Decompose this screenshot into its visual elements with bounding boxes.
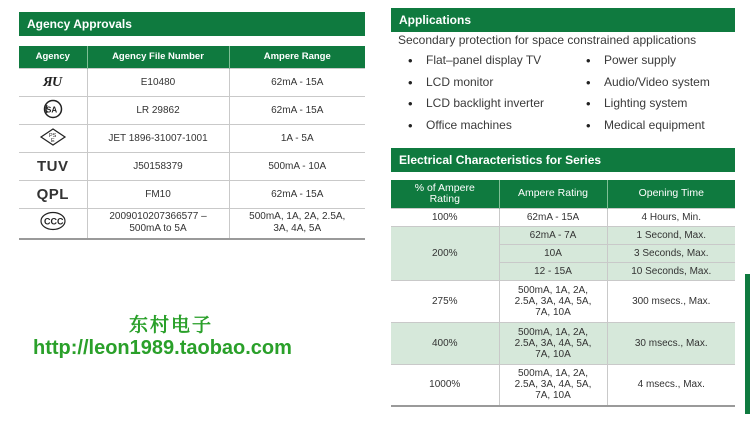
table-row [19, 152, 365, 180]
svg-text:PS: PS [48, 132, 57, 139]
list-item: • Flat–panel display TV [404, 50, 544, 72]
file-number: J50158379 [87, 152, 229, 180]
watermark-url: http://leon1989.taobao.com [33, 337, 292, 359]
list-item: • Power supply [582, 50, 710, 72]
ccc-icon [19, 208, 87, 239]
percent-cell: 100% [391, 208, 499, 226]
svg-text:U: U [51, 74, 62, 89]
csa-icon [19, 96, 87, 124]
opening-time-cell: 4 msecs., Max. [607, 364, 735, 406]
table-row [391, 322, 735, 364]
applications-list-left [404, 50, 544, 136]
table-row [19, 68, 365, 96]
ampere-range: 62mA - 15A [229, 96, 365, 124]
col-opening-time: Opening Time [607, 180, 735, 208]
agency-approvals-table [19, 46, 365, 240]
table-row [19, 96, 365, 124]
list-item: • Audio/Video system [582, 72, 710, 94]
opening-time-cell: 30 msecs., Max. [607, 322, 735, 364]
applications-header: Applications [391, 8, 735, 32]
col-ampere-range: Ampere Range [229, 46, 365, 68]
svg-text:SA: SA [45, 105, 57, 114]
percent-cell: 275% [391, 280, 499, 322]
ampere-cell: 10A [499, 244, 607, 262]
edge-accent-bar [745, 274, 750, 414]
table-row [19, 208, 365, 239]
agency-approvals-header: Agency Approvals [19, 12, 365, 36]
table-row [391, 208, 735, 226]
table-row [391, 280, 735, 322]
agency-name: QPL [19, 180, 87, 208]
col-agency: Agency [19, 46, 87, 68]
table-row [391, 364, 735, 406]
pse-icon [19, 124, 87, 152]
applications-list-right [582, 50, 710, 136]
ampere-range: 62mA - 15A [229, 180, 365, 208]
list-item: • Medical equipment [582, 115, 710, 137]
col-file-number: Agency File Number [87, 46, 229, 68]
table-row [19, 124, 365, 152]
ampere-cell: 62mA - 15A [499, 208, 607, 226]
agency-name: TUV [19, 152, 87, 180]
svg-text:Я: Я [42, 74, 53, 89]
opening-time-cell: 10 Seconds, Max. [607, 262, 735, 280]
ampere-cell: 12 - 15A [499, 262, 607, 280]
opening-time-cell: 3 Seconds, Max. [607, 244, 735, 262]
ampere-range: 500mA - 10A [229, 152, 365, 180]
ampere-cell: 500mA, 1A, 2A, 2.5A, 3A, 4A, 5A, 7A, 10A [499, 280, 607, 322]
file-number: 2009010207366577 – 500mA to 5A [87, 208, 229, 239]
col-percent-rating: % of Ampere Rating [391, 180, 499, 208]
percent-cell: 400% [391, 322, 499, 364]
col-ampere-rating: Ampere Rating [499, 180, 607, 208]
ampere-cell: 500mA, 1A, 2A, 2.5A, 3A, 4A, 5A, 7A, 10A [499, 364, 607, 406]
svg-text:CCC: CCC [43, 216, 64, 227]
electrical-characteristics-table [391, 180, 735, 407]
list-item: • LCD monitor [404, 72, 544, 94]
ampere-cell: 500mA, 1A, 2A, 2.5A, 3A, 4A, 5A, 7A, 10A [499, 322, 607, 364]
svg-text:E: E [50, 137, 55, 144]
table-row [19, 180, 365, 208]
list-item: • Lighting system [582, 93, 710, 115]
file-number: FM10 [87, 180, 229, 208]
percent-cell: 1000% [391, 364, 499, 406]
opening-time-cell: 300 msecs., Max. [607, 280, 735, 322]
file-number: LR 29862 [87, 96, 229, 124]
table-row [391, 226, 735, 244]
opening-time-cell: 4 Hours, Min. [607, 208, 735, 226]
ampere-range: 62mA - 15A [229, 68, 365, 96]
applications-intro: Secondary protection for space constrained applications [398, 33, 697, 47]
ampere-cell: 62mA - 7A [499, 226, 607, 244]
watermark-store-name: 东村电子 [129, 314, 214, 336]
percent-cell: 200% [391, 226, 499, 280]
list-item: • LCD backlight inverter [404, 93, 544, 115]
electrical-characteristics-header: Electrical Characteristics for Series [391, 148, 735, 172]
ampere-range: 500mA, 1A, 2A, 2.5A, 3A, 4A, 5A [229, 208, 365, 239]
list-item: • Office machines [404, 115, 544, 137]
opening-time-cell: 1 Second, Max. [607, 226, 735, 244]
ul-recognized-icon [19, 68, 87, 96]
file-number: JET 1896-31007-1001 [87, 124, 229, 152]
file-number: E10480 [87, 68, 229, 96]
ampere-range: 1A - 5A [229, 124, 365, 152]
